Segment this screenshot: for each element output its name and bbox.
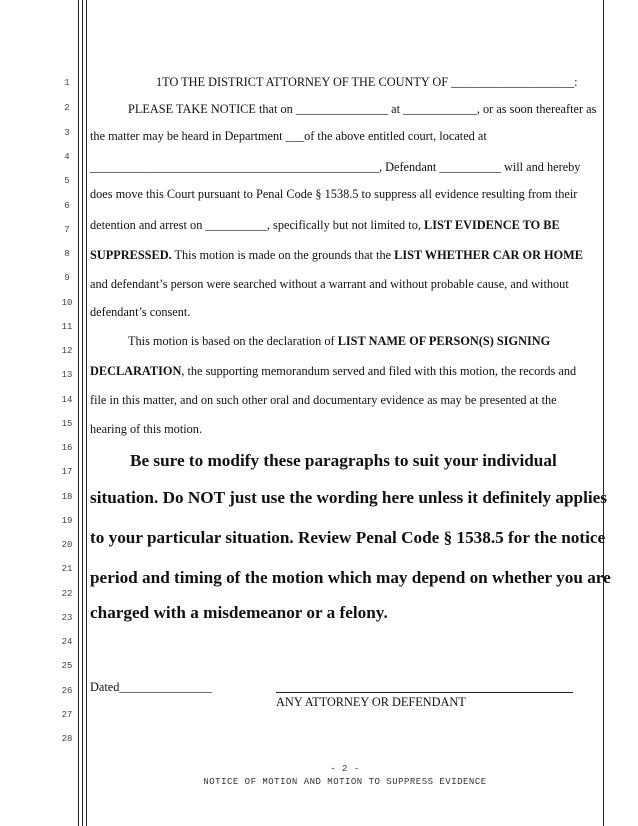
line-number: 18 [61, 492, 73, 502]
line-number: 28 [61, 734, 73, 744]
line-number: 23 [61, 613, 73, 623]
placeholder-car-or-home: LIST WHETHER CAR OR HOME [394, 248, 583, 262]
instruction-line: period and timing of the motion which may depend on whether you are [90, 568, 611, 587]
line-number: 6 [64, 201, 70, 211]
right-margin-rule [603, 0, 604, 826]
notice-paragraph-line [90, 365, 576, 377]
left-margin-rule-inner [86, 0, 87, 826]
notice-addressee: 1TO THE DISTRICT ATTORNEY OF THE COUNTY OF ____________________: [156, 75, 578, 89]
line-number: 25 [61, 661, 73, 671]
line-number: 5 [64, 176, 70, 186]
line-number: 2 [64, 103, 70, 113]
line-number: 27 [61, 710, 73, 720]
line-number: 17 [61, 467, 73, 477]
notice-paragraph-line: hearing of this motion. [90, 422, 203, 436]
instruction-line: situation. Do NOT just use the wording here unless it definitely applies [90, 488, 607, 507]
line-number: 14 [61, 395, 73, 405]
placeholder-evidence: LIST EVIDENCE TO BE [424, 218, 560, 232]
page-number: - 2 - [330, 764, 360, 774]
line-number: 20 [61, 540, 73, 550]
notice-paragraph-line: file in this matter, and on such other oral and documentary evidence as may be presented at the [90, 393, 557, 407]
line-number: 19 [61, 516, 73, 526]
line-number: 9 [64, 273, 70, 283]
instruction-line: Be sure to modify these paragraphs to suit your individual [130, 451, 557, 470]
instruction-line: to your particular situation. Review Penal Code § 1538.5 for the notice [90, 528, 606, 547]
line-number: 21 [61, 564, 73, 574]
placeholder-declarant: LIST NAME OF PERSON(S) SIGNING [337, 334, 551, 348]
notice-paragraph-line: _______________________________________________, Defendant __________ will and hereby [90, 160, 581, 174]
body-text: detention and arrest on __________, specifically but not limited to, [90, 218, 424, 232]
notice-paragraph-line [90, 219, 560, 231]
notice-paragraph-line: does move this Court pursuant to Penal Code § 1538.5 to suppress all evidence resulting from their [90, 187, 578, 201]
instruction-line: charged with a misdemeanor or a felony. [90, 603, 388, 622]
line-number: 26 [61, 686, 73, 696]
signer-label: ANY ATTORNEY OR DEFENDANT [276, 695, 466, 709]
line-number: 4 [64, 152, 70, 162]
notice-paragraph-line [128, 335, 550, 347]
dated-field: Dated_______________ [90, 680, 212, 694]
line-number: 3 [64, 128, 70, 138]
left-margin-rule [78, 0, 79, 826]
footer-title: NOTICE OF MOTION AND MOTION TO SUPPRESS EVIDENCE [203, 777, 487, 787]
line-number: 8 [64, 249, 70, 259]
line-number: 10 [61, 298, 73, 308]
body-text: , the supporting memorandum served and filed with this motion, the records and [181, 364, 577, 378]
notice-paragraph-line: the matter may be heard in Department ___of the above entitled court, located at [90, 129, 487, 143]
line-number: 15 [61, 419, 73, 429]
line-number: 24 [61, 637, 73, 647]
placeholder-declaration: DECLARATION [90, 364, 182, 378]
body-text: This motion is based on the declaration of [128, 334, 338, 348]
line-number: 22 [61, 589, 73, 599]
line-number: 12 [61, 346, 73, 356]
body-text: This motion is made on the grounds that the [171, 248, 395, 262]
line-number: 1 [64, 78, 70, 88]
notice-paragraph-line: PLEASE TAKE NOTICE that on _______________ at ____________, or as soon thereafter as [128, 102, 597, 116]
signature-line [276, 692, 573, 693]
line-number: 11 [61, 322, 73, 332]
line-number: 16 [61, 443, 73, 453]
left-margin-rule-double [82, 0, 83, 826]
line-number: 13 [61, 370, 73, 380]
notice-paragraph-line: defendant’s consent. [90, 305, 191, 319]
notice-paragraph-line [90, 249, 583, 261]
notice-paragraph-line: and defendant’s person were searched without a warrant and without probable cause, and without [90, 277, 569, 291]
line-number: 7 [64, 225, 70, 235]
placeholder-suppressed: SUPPRESSED. [90, 248, 172, 262]
